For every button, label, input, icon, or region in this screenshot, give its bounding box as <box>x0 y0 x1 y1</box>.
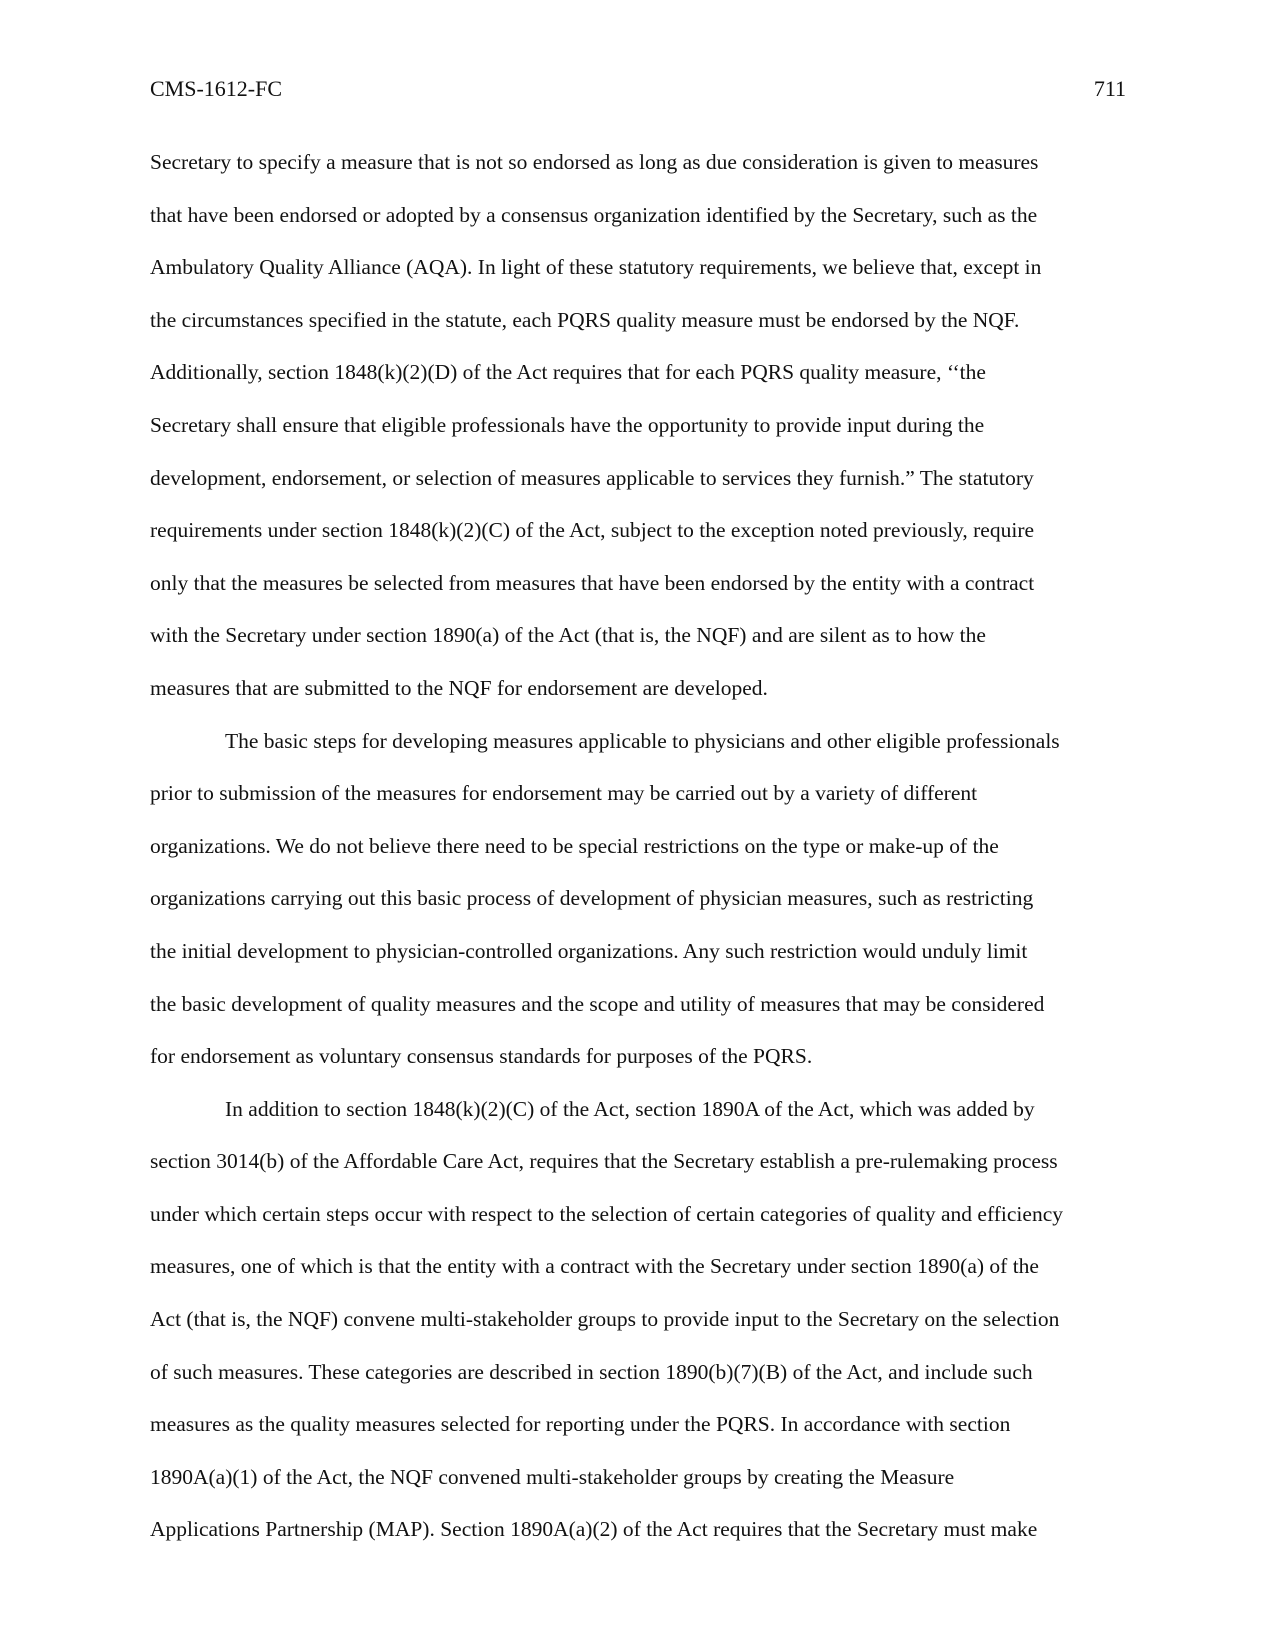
page-number: 711 <box>1093 76 1126 101</box>
text-line: measures as the quality measures selected for reporting under the PQRS. In accordance with section <box>150 1412 1011 1437</box>
text-line: prior to submission of the measures for endorsement may be carried out by a variety of different <box>150 781 978 806</box>
text-line: Ambulatory Quality Alliance (AQA). In light of these statutory requirements, we believe that, except in <box>150 255 1042 280</box>
text-line: for endorsement as voluntary consensus standards for purposes of the PQRS. <box>150 1044 813 1069</box>
text-line: measures that are submitted to the NQF for endorsement are developed. <box>150 675 768 700</box>
text-line: that have been endorsed or adopted by a consensus organization identified by the Secretary, such as the <box>150 202 1038 227</box>
paragraph-first-line: In addition to section 1848(k)(2)(C) of the Act, section 1890A of the Act, which was added by <box>225 1096 1035 1121</box>
text-line: section 3014(b) of the Affordable Care Act, requires that the Secretary establish a pre-rulemaking process <box>150 1149 1058 1174</box>
text-line: the initial development to physician-controlled organizations. Any such restriction would unduly limit <box>150 938 1028 963</box>
document-id: CMS-1612-FC <box>150 76 283 101</box>
text-line: of such measures. These categories are described in section 1890(b)(7)(B) of the Act, and include such <box>150 1359 1033 1384</box>
paragraph-first-line: The basic steps for developing measures applicable to physicians and other eligible professionals <box>225 728 1060 753</box>
text-line: Secretary shall ensure that eligible professionals have the opportunity to provide input during the <box>150 412 985 437</box>
text-line: 1890A(a)(1) of the Act, the NQF convened multi-stakeholder groups by creating the Measure <box>150 1464 955 1489</box>
text-line: Act (that is, the NQF) convene multi-stakeholder groups to provide input to the Secretary on the selection <box>150 1307 1060 1332</box>
body-text <box>150 147 1135 1567</box>
text-line: requirements under section 1848(k)(2)(C) of the Act, subject to the exception noted previously, require <box>150 518 1035 543</box>
text-line: Secretary to specify a measure that is not so endorsed as long as due consideration is given to measures <box>150 150 1039 174</box>
text-line: Additionally, section 1848(k)(2)(D) of the Act requires that for each PQRS quality measure, ‘‘the <box>150 360 986 385</box>
text-line: the basic development of quality measures and the scope and utility of measures that may be considered <box>150 991 1045 1016</box>
text-line: with the Secretary under section 1890(a) of the Act (that is, the NQF) and are silent as to how the <box>150 623 986 648</box>
text-line: organizations carrying out this basic process of development of physician measures, such as restricting <box>150 886 1034 911</box>
text-line: organizations. We do not believe there need to be special restrictions on the type or make-up of the <box>150 833 999 858</box>
text-line: measures, one of which is that the entity with a contract with the Secretary under section 1890(a) of the <box>150 1254 1039 1279</box>
text-line: development, endorsement, or selection of measures applicable to services they furnish.” The statutory <box>150 465 1034 490</box>
text-line: the circumstances specified in the statute, each PQRS quality measure must be endorsed by the NQF. <box>150 307 1020 332</box>
text-line: Applications Partnership (MAP). Section 1890A(a)(2) of the Act requires that the Secretary must make <box>150 1517 1038 1542</box>
text-line: under which certain steps occur with respect to the selection of certain categories of quality and efficiency <box>150 1201 1063 1226</box>
text-line: only that the measures be selected from measures that have been endorsed by the entity with a contract <box>150 570 1035 595</box>
